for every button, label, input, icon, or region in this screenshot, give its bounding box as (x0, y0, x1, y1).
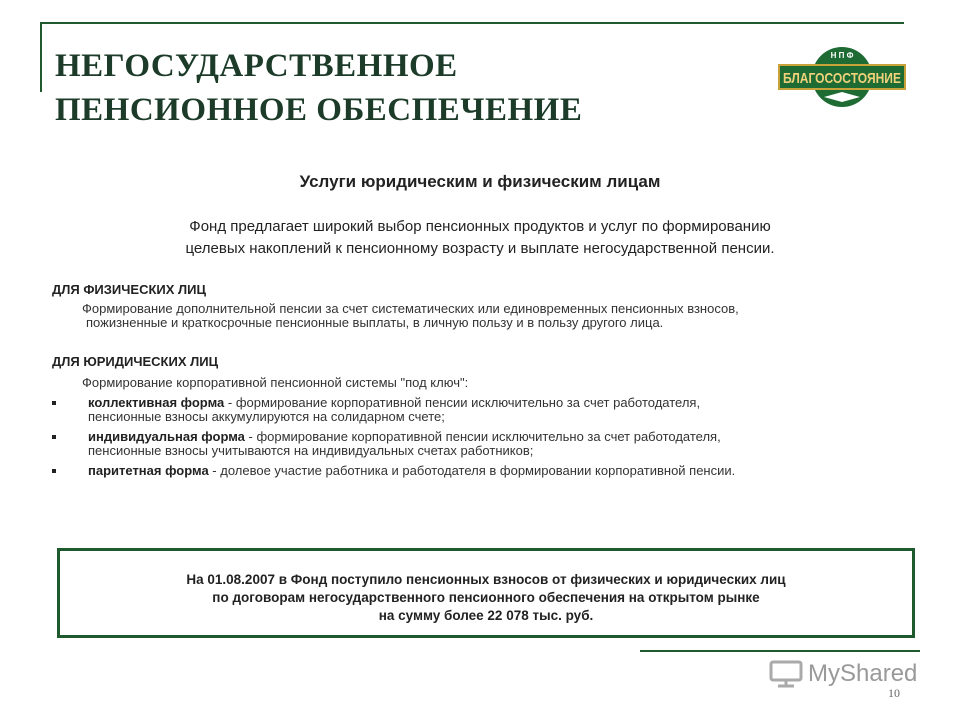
item-term: паритетная форма (88, 463, 209, 478)
list-item (52, 396, 912, 426)
highlight-box (57, 548, 915, 638)
svg-text:БЛАГОСОСТОЯНИЕ: БЛАГОСОСТОЯНИЕ (783, 70, 901, 87)
intro-line-2: целевых накоплений к пенсионному возрасту и выплате негосударственной пенсии. (185, 240, 775, 257)
npf-logo (778, 44, 906, 110)
item-desc: - долевое участие работника и работодателя в формировании корпоративной пенсии. (208, 463, 736, 478)
item-desc: - формирование корпоративной пенсии исключительно за счет работодателя, (244, 429, 721, 444)
individuals-line-2: пожизненные и краткосрочные пенсионные выплаты, в личную пользу и в пользу другого лица. (86, 315, 664, 330)
highlight-line-3: на сумму более 22 078 тыс. руб. (378, 608, 594, 623)
intro-line-1: Фонд предлагает широкий выбор пенсионных продуктов и услуг по формированию (189, 218, 771, 235)
bullet-square-icon (52, 401, 56, 405)
watermark-text: MyShared (808, 660, 918, 687)
page-number: 10 (888, 686, 900, 700)
intro-paragraph (90, 216, 870, 260)
item-term: коллективная форма (88, 395, 225, 410)
section-subtitle: Услуги юридическим и физическим лицам (299, 172, 661, 191)
highlight-line-2: по договорам негосударственного пенсионного обеспечения на открытом рынке (212, 590, 760, 605)
individuals-heading: ДЛЯ ФИЗИЧЕСКИХ ЛИЦ (52, 282, 206, 297)
legal-intro: Формирование корпоративной пенсионной системы "под ключ": (82, 375, 469, 390)
highlight-line-1: На 01.08.2007 в Фонд поступило пенсионных взносов от физических и юридических лиц (186, 572, 786, 587)
bullet-square-icon (52, 435, 56, 439)
title-line-2: ПЕНСИОННОЕ ОБЕСПЕЧЕНИЕ (55, 92, 583, 128)
presentation-icon (768, 658, 804, 688)
list-item (52, 464, 912, 480)
title-line-1: НЕГОСУДАРСТВЕННОЕ (55, 48, 458, 84)
page-title (55, 44, 582, 132)
item-desc-cont: пенсионные взносы учитываются на индивидуальных счетах работников; (88, 443, 534, 458)
legal-heading: ДЛЯ ЮРИДИЧЕСКИХ ЛИЦ (52, 354, 219, 369)
bullet-square-icon (52, 469, 56, 473)
individuals-text (82, 302, 739, 330)
left-rule (40, 22, 42, 92)
individuals-line-1: Формирование дополнительной пенсии за счет систематических или единовременных пенсионных взносов, (82, 301, 739, 316)
svg-text:Н П Ф: Н П Ф (830, 51, 854, 60)
item-desc-cont: пенсионные взносы аккумулируются на солидарном счете; (88, 409, 445, 424)
item-desc: - формирование корпоративной пенсии исключительно за счет работодателя, (224, 395, 701, 410)
top-rule (40, 22, 904, 24)
item-term: индивидуальная форма (88, 429, 245, 444)
list-item (52, 430, 912, 460)
bottom-rule (640, 650, 920, 652)
